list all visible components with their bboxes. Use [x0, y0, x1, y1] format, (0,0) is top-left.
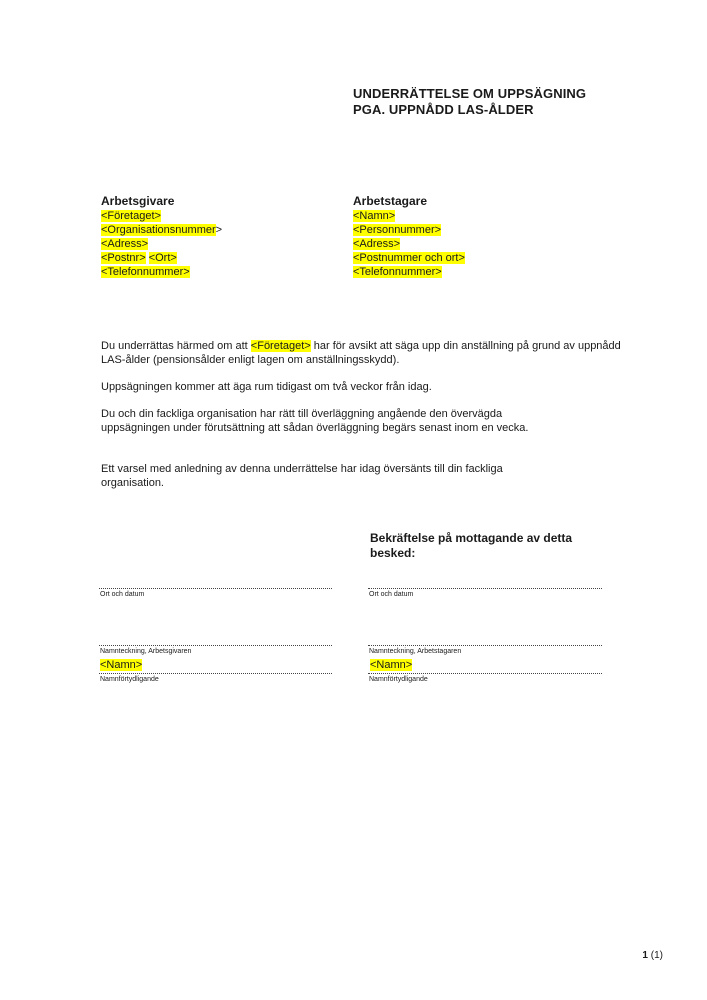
- employee-heading: Arbetstagare: [353, 194, 428, 208]
- employee-block: [353, 194, 465, 279]
- employer-phone-field: <Telefonnummer>: [101, 266, 190, 278]
- left-name-field: <Namn>: [100, 659, 143, 671]
- right-place-date-label: Ort och datum: [369, 591, 414, 598]
- notice-company-field: <Företaget>: [250, 340, 311, 352]
- notice-text-end: har för avsikt att säga upp din anställning på grund av uppnådd LAS-ålder (pensionsålder enligt lagen om anställningsskydd).: [101, 340, 621, 366]
- employee-name-field: <Namn>: [353, 210, 396, 222]
- confirmation-heading: Bekräftelse på mottagande av detta besked:: [370, 531, 573, 560]
- right-signature-label: Namnteckning, Arbetstagaren: [369, 648, 462, 655]
- employer-city-field: <Ort>: [148, 252, 177, 264]
- title-line-2: PGA. UPPNÅDD LAS-ÅLDER: [353, 102, 534, 117]
- employer-heading: Arbetsgivare: [101, 194, 175, 208]
- paragraph-union-notice: Ett varsel med anledning av denna underrättelse har idag översänts till din fackliga organisation.: [101, 463, 503, 489]
- notice-text-start: Du underrättas härmed om att: [101, 340, 251, 352]
- left-place-date-label: Ort och datum: [100, 591, 145, 598]
- title-line-1: UNDERRÄTTELSE OM UPPSÄGNING: [353, 86, 587, 101]
- employer-address-field: <Adress>: [101, 238, 149, 250]
- right-name-field: <Namn>: [370, 659, 413, 671]
- page-number-current: 1: [642, 950, 648, 961]
- right-signature-line[interactable]: [368, 645, 602, 646]
- employee-address-field: <Adress>: [353, 238, 401, 250]
- left-clarification-line[interactable]: [99, 673, 332, 674]
- left-clarification-label: Namnförtydligande: [100, 676, 159, 683]
- left-signature-label: Namnteckning, Arbetsgivaren: [100, 648, 192, 655]
- paragraph-consultation: Du och din fackliga organisation har rätt till överläggning angående den övervägda uppsägningen under förutsättning att sådan överläggning begärs senast inom en vecka.: [101, 408, 529, 434]
- employer-postnr-field: <Postnr>: [101, 252, 146, 264]
- employer-org-number-field: <Organisationsnummer: [101, 224, 216, 236]
- employer-block: [101, 194, 222, 279]
- left-place-date-line[interactable]: [99, 588, 332, 589]
- employee-postal-field: <Postnummer och ort>: [353, 252, 465, 264]
- employee-phone-field: <Telefonnummer>: [353, 266, 442, 278]
- employee-personal-number-field: <Personnummer>: [353, 224, 442, 236]
- employer-company-field: <Företaget>: [101, 210, 161, 222]
- right-place-date-line[interactable]: [368, 588, 602, 589]
- page-number: [642, 950, 663, 961]
- document-title: [353, 86, 586, 118]
- paragraph-timing: Uppsägningen kommer att äga rum tidigast om två veckor från idag.: [101, 381, 432, 393]
- right-clarification-line[interactable]: [368, 673, 602, 674]
- page-number-total: (1): [650, 950, 663, 961]
- paragraph-notice: [101, 339, 621, 367]
- right-clarification-label: Namnförtydligande: [369, 676, 428, 683]
- employer-org-number-suffix: >: [215, 224, 223, 236]
- left-signature-line[interactable]: [99, 645, 332, 646]
